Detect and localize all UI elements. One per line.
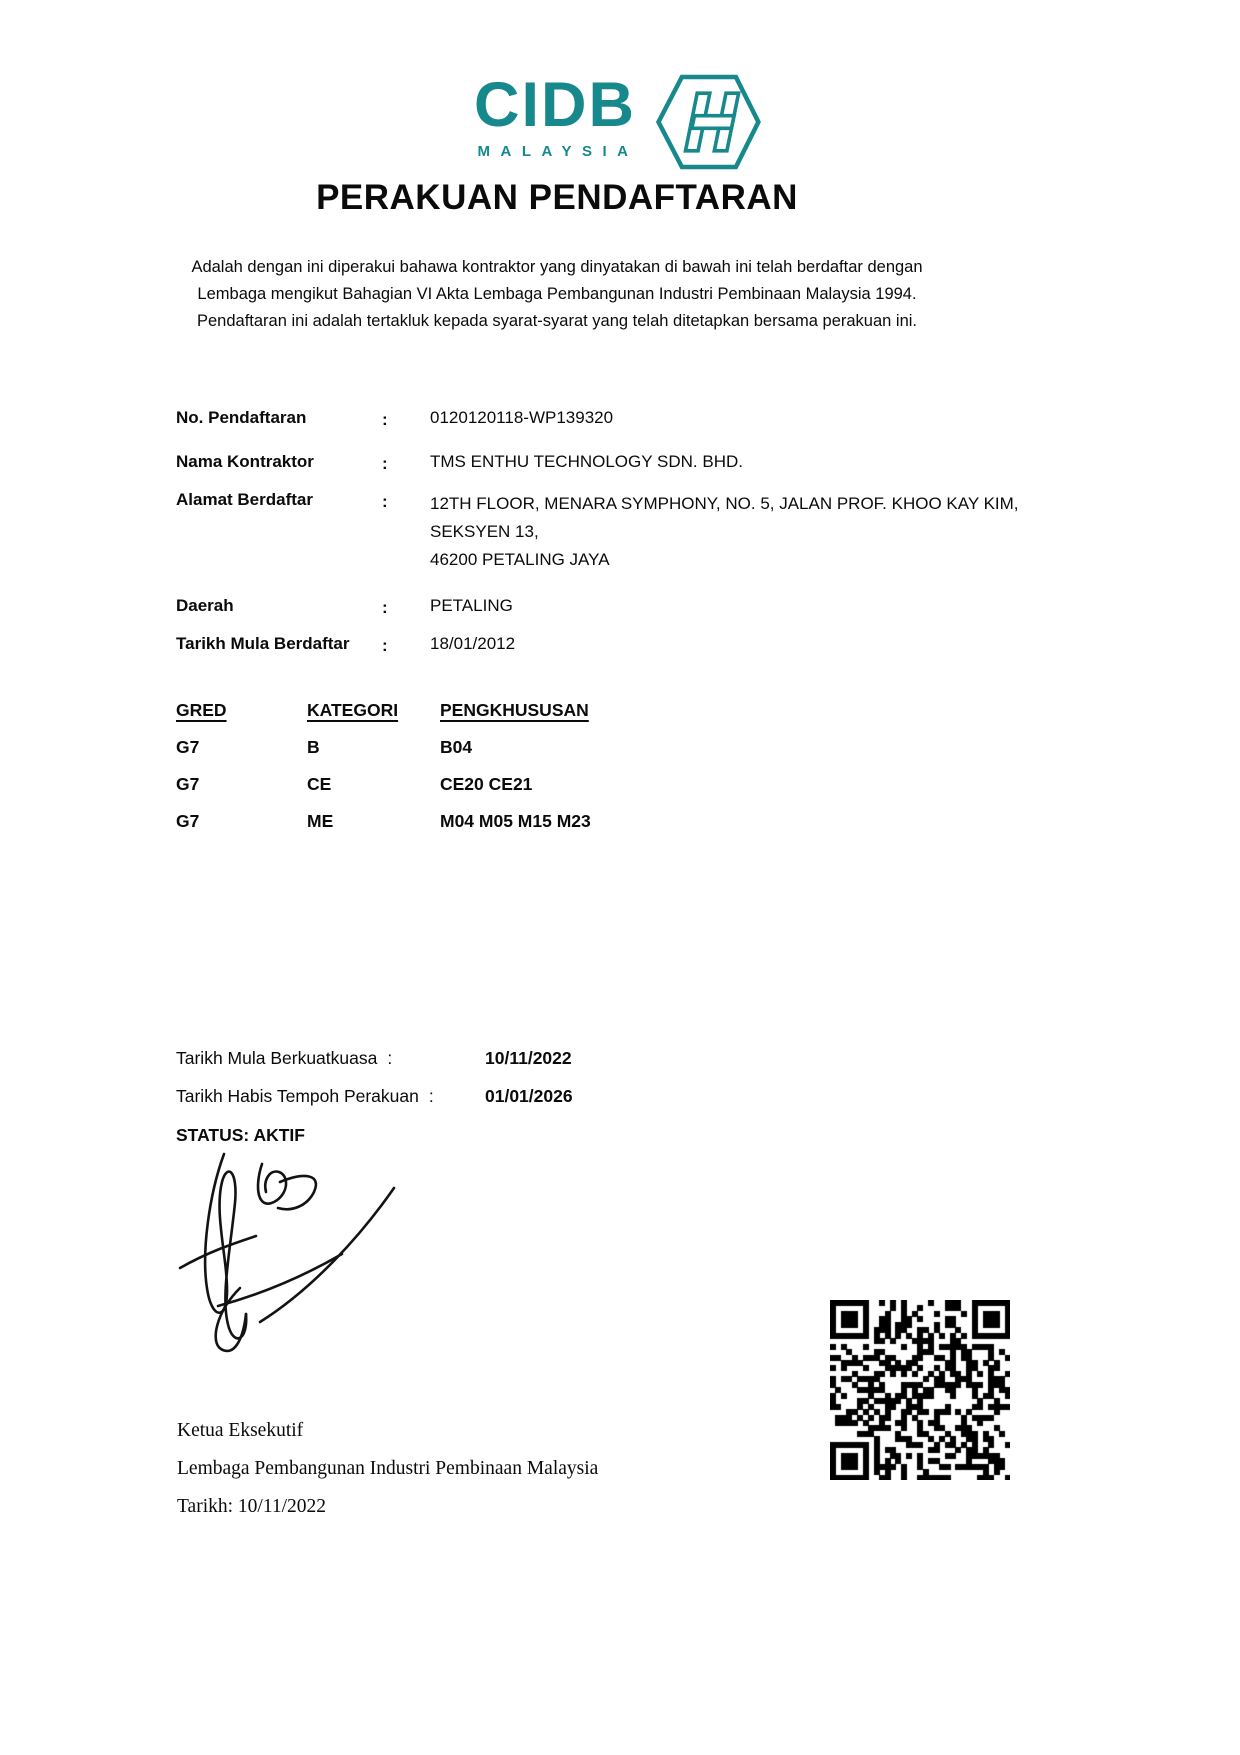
- address-line-3: 46200 PETALING JAYA: [430, 550, 610, 569]
- cidb-logo: [460, 70, 650, 160]
- field-colon: :: [428, 1086, 434, 1106]
- cell-kategori: ME: [307, 811, 334, 831]
- cell-kategori: CE: [307, 774, 332, 794]
- field-value: PETALING: [430, 596, 513, 615]
- intro-line-1: Adalah dengan ini diperakui bahawa kontraktor yang dinyatakan di bawah ini telah berdaftar dengan: [191, 258, 923, 276]
- field-effective-date: [176, 1048, 876, 1069]
- field-expiry-date: [176, 1086, 876, 1107]
- signature-icon: [166, 1148, 406, 1368]
- cell-pengkhususan: B04: [440, 737, 473, 757]
- col-header-pengkhususan: PENGKHUSUSAN: [440, 700, 589, 720]
- field-colon: :: [382, 492, 388, 511]
- field-colon: :: [382, 636, 388, 655]
- field-label: Nama Kontraktor: [176, 452, 314, 471]
- field-value: 18/01/2012: [430, 634, 516, 653]
- field-colon: :: [387, 1048, 393, 1068]
- signatory-title: Ketua Eksekutif: [177, 1420, 304, 1441]
- intro-line-3: Pendaftaran ini adalah tertakluk kepada syarat-syarat yang telah ditetapkan bersama perakuan ini.: [196, 312, 918, 330]
- intro-paragraph: [0, 254, 1114, 335]
- field-value: 01/01/2026: [485, 1086, 573, 1106]
- field-value: TMS ENTHU TECHNOLOGY SDN. BHD.: [430, 452, 743, 471]
- logo-brand-text: CIDB: [474, 70, 636, 140]
- cell-kategori: B: [307, 737, 320, 757]
- cell-pengkhususan: M04 M05 M15 M23: [440, 811, 591, 831]
- logo-sub-text: MALAYSIA: [477, 143, 639, 160]
- field-colon: :: [382, 410, 388, 429]
- table-row: [176, 774, 736, 811]
- field-label: Tarikh Habis Tempoh Perakuan: [176, 1086, 419, 1106]
- grade-table: [176, 700, 736, 848]
- field-value: [430, 490, 1019, 574]
- field-label: Daerah: [176, 596, 234, 615]
- field-value: 10/11/2022: [485, 1048, 572, 1068]
- field-colon: :: [382, 454, 388, 473]
- table-row: [176, 811, 736, 848]
- cell-gred: G7: [176, 774, 200, 794]
- cell-pengkhususan: CE20 CE21: [440, 774, 533, 794]
- intro-line-2: Lembaga mengikut Bahagian VI Akta Lembaga Pembangunan Industri Pembinaan Malaysia 1994.: [197, 285, 917, 303]
- address-line-1: 12TH FLOOR, MENARA SYMPHONY, NO. 5, JALAN PROF. KHOO KAY KIM,: [430, 494, 1019, 513]
- field-colon: :: [382, 598, 388, 617]
- field-label: Tarikh Mula Berdaftar: [176, 634, 350, 653]
- cell-gred: G7: [176, 811, 200, 831]
- col-header-kategori: KATEGORI: [307, 700, 399, 720]
- grade-table-header: [176, 700, 736, 737]
- organization-name: Lembaga Pembangunan Industri Pembinaan Malaysia: [177, 1458, 599, 1479]
- field-label: Tarikh Mula Berkuatkuasa: [176, 1048, 378, 1068]
- qr-code: [830, 1300, 1010, 1480]
- certificate-title: PERAKUAN PENDAFTARAN: [316, 178, 798, 217]
- col-header-gred: GRED: [176, 700, 227, 720]
- cidb-hexagon-h-icon: [654, 70, 762, 174]
- cell-gred: G7: [176, 737, 200, 757]
- field-value: 0120120118-WP139320: [430, 408, 614, 427]
- address-line-2: SEKSYEN 13,: [430, 522, 539, 541]
- field-label: Alamat Berdaftar: [176, 490, 313, 509]
- table-row: [176, 737, 736, 774]
- footer-date: Tarikh: 10/11/2022: [177, 1496, 327, 1517]
- status-badge: STATUS: AKTIF: [176, 1125, 305, 1145]
- field-label: No. Pendaftaran: [176, 408, 307, 427]
